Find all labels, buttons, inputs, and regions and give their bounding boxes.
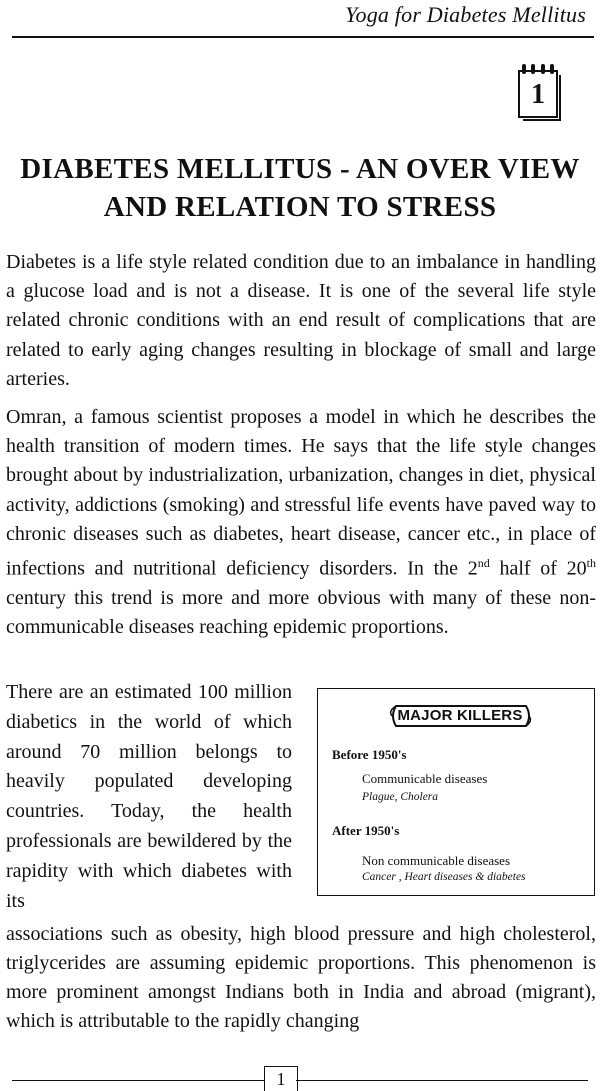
before-1950-item: Communicable diseases	[362, 771, 488, 786]
major-killers-sidebar	[317, 688, 595, 896]
superscript-th: th	[586, 556, 596, 571]
paragraph-3-wrapped	[6, 678, 292, 916]
chapter-title-line-1: DIABETES MELLITUS - AN OVER VIEW	[20, 153, 580, 185]
chapter-title-line-2: AND RELATION TO STRESS	[103, 191, 497, 223]
page-number: 1	[264, 1066, 298, 1091]
paragraph-3-narrow-text: There are an estimated 100 million diabetics in the world of which around 70 million belongs to heavily populated developing countries. Today, the health professionals are bewildered by the rapidity with which diabetes with its	[6, 681, 292, 912]
chapter-number-badge	[518, 64, 562, 118]
chapter-title	[0, 150, 600, 226]
major-killers-badge	[386, 703, 534, 729]
chapter-number: 1	[531, 79, 545, 110]
paragraph-2-part-a: Omran, a famous scientist proposes a model in which he describes the health transition of modern times. He says that the life style changes brought about by industrialization, urbanization, changes in diet, physical activity, addictions (smoking) and stressful life events have paved way to chronic diseases such as diabetes, heart disease, cancer etc., in place of infections and nutritional deficiency disorders. In the 2	[6, 406, 596, 580]
paragraph-1	[6, 248, 596, 394]
major-killers-label: MAJOR KILLERS	[397, 707, 523, 724]
before-1950-label: Before 1950's	[332, 747, 407, 762]
calendar-rings-icon	[522, 64, 554, 74]
paragraph-3-continued	[6, 920, 596, 1036]
header-rule	[12, 36, 594, 38]
after-1950-label: After 1950's	[332, 823, 400, 838]
after-1950-item: Non communicable diseases	[362, 853, 511, 868]
running-header: Yoga for Diabetes Mellitus	[345, 2, 586, 27]
superscript-nd: nd	[477, 556, 490, 571]
paragraph-2-text	[6, 403, 596, 642]
paragraph-2-part-b: half of 20	[489, 557, 587, 580]
paragraph-1-text: Diabetes is a life style related condition due to an imbalance in handling a glucose load and is not a disease. It is one of the several life style related chronic conditions with an end result of complications that are related to early aging changes resulting in blockage of small and large arteries.	[6, 251, 596, 390]
paragraph-2-part-c: century this trend is more and more obvious with many of these non-communicable diseases reaching epidemic proportions.	[6, 586, 596, 639]
after-1950-examples: Cancer , Heart diseases & diabetes	[362, 871, 526, 883]
footer-rule-right	[296, 1080, 588, 1081]
before-1950-examples: Plague, Cholera	[362, 791, 439, 803]
paragraph-2	[6, 403, 596, 642]
paragraph-3-tail-text: associations such as obesity, high blood pressure and high cholesterol, triglycerides are assuming epidemic proportions. This phenomenon is more prominent amongst Indians both in India and abroad (migrant), which is attributable to the rapidly changing	[6, 923, 596, 1032]
footer-rule-left	[12, 1080, 264, 1081]
